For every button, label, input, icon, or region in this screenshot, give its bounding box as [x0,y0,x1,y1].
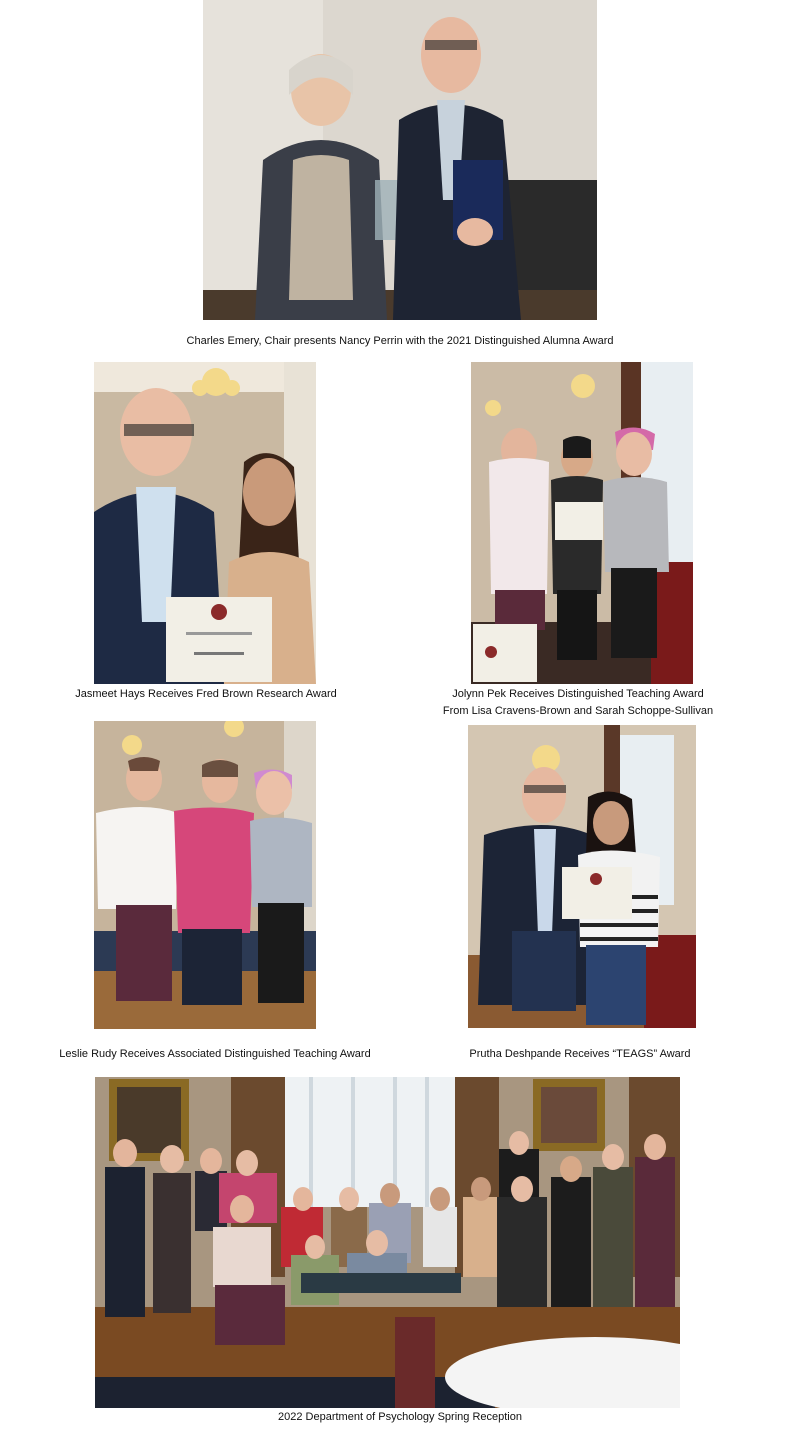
photo-alumna-award [203,0,597,320]
caption-associated-teaching-award: Leslie Rudy Receives Associated Distinguished Teaching Award [59,1048,371,1060]
caption-teaching-award-line1: Jolynn Pek Receives Distinguished Teaching Award [452,688,704,700]
caption-spring-reception: 2022 Department of Psychology Spring Reception [278,1411,522,1423]
photo-teaching-award [471,362,693,684]
caption-research-award: Jasmeet Hays Receives Fred Brown Research Award [75,688,337,700]
photo-research-award [94,362,316,684]
caption-alumna-award: Charles Emery, Chair presents Nancy Perrin with the 2021 Distinguished Alumna Award [186,335,614,347]
caption-teags-award: Prutha Deshpande Receives “TEAGS” Award [469,1048,691,1060]
photo-associated-teaching-award [94,721,316,1029]
caption-teaching-award-line2: From Lisa Cravens-Brown and Sarah Schoppe-Sullivan [442,705,714,717]
photo-spring-reception [95,1077,680,1408]
photo-teags-award [468,725,696,1028]
